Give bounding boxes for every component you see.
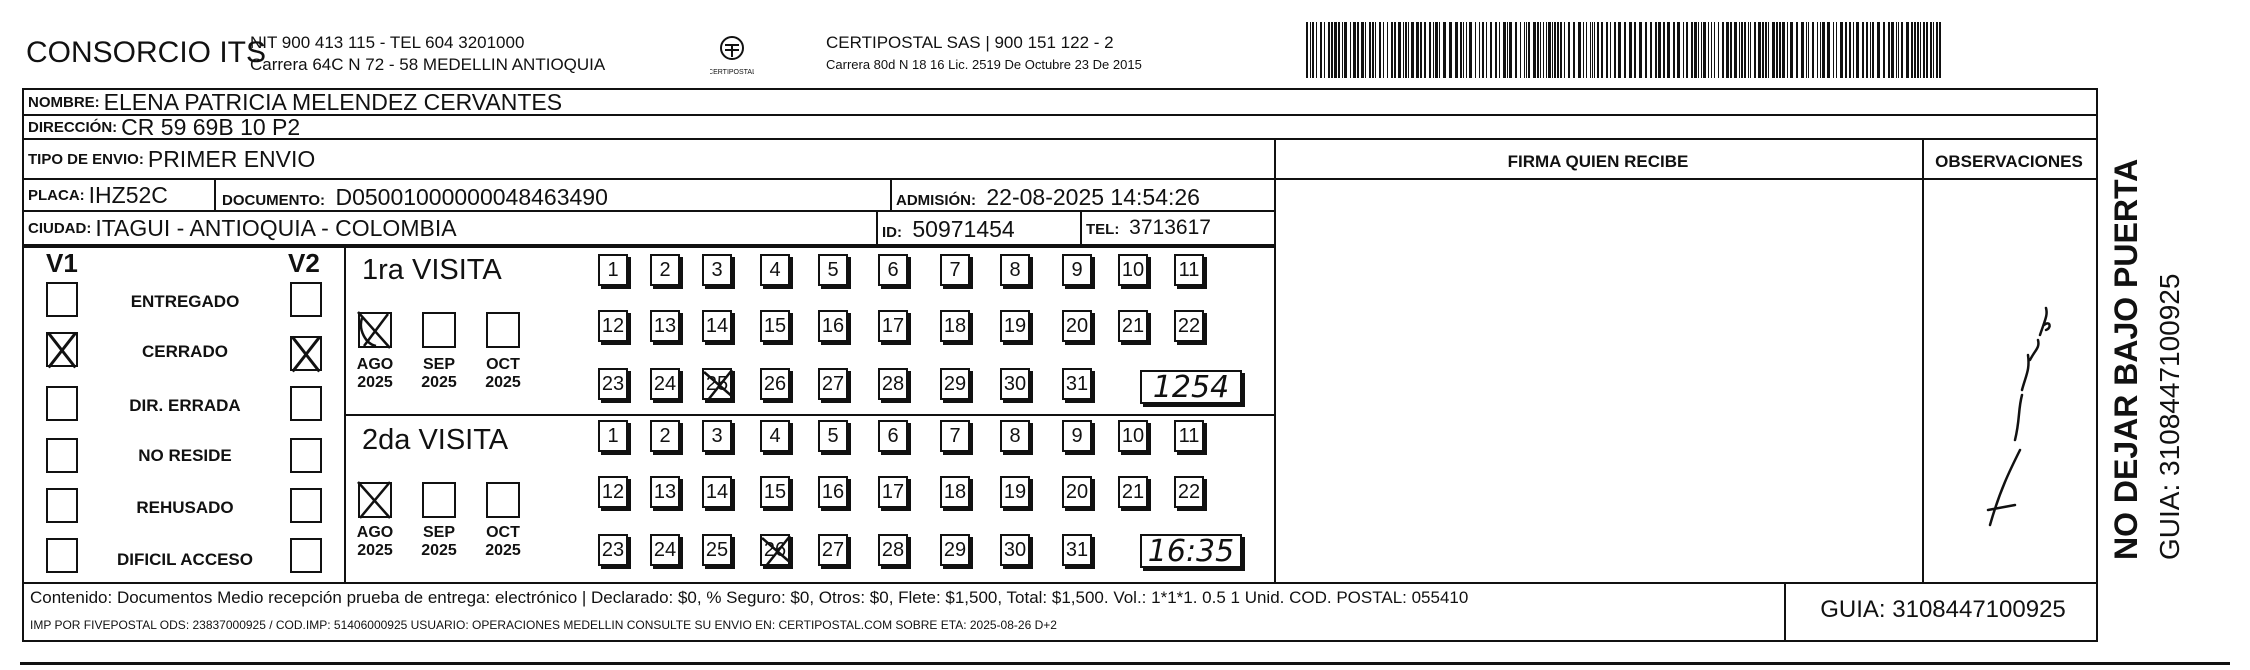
visit-1-day-26[interactable]: 26 <box>760 368 790 400</box>
visit-2-month-sep[interactable] <box>422 482 456 518</box>
v2-checkbox-entregado[interactable] <box>290 282 322 317</box>
visit-1-day-10[interactable]: 10 <box>1118 254 1148 286</box>
visit-1-day-29[interactable]: 29 <box>940 368 970 400</box>
status-rehusado: REHUSADO <box>136 498 234 517</box>
tel-value: 3713617 <box>1129 216 1211 239</box>
visit-2-day-27[interactable]: 27 <box>818 534 848 566</box>
visit-1-day-18[interactable]: 18 <box>940 310 970 342</box>
visit-2-day-7[interactable]: 7 <box>940 420 970 452</box>
visit-1-day-23[interactable]: 23 <box>598 368 628 400</box>
visit-1-day-25[interactable]: 25 <box>702 368 732 400</box>
visit-1-month-sep-label: SEP 2025 <box>421 356 457 391</box>
v1-checkbox-cerrado[interactable] <box>46 332 78 367</box>
visit-1-day-9[interactable]: 9 <box>1062 254 1092 286</box>
v2-checkbox-no-reside[interactable] <box>290 438 322 473</box>
visit-1-day-24[interactable]: 24 <box>650 368 680 400</box>
visit-2-day-20[interactable]: 20 <box>1062 476 1092 508</box>
ciudad-label: CIUDAD: <box>28 219 92 237</box>
visit-1-day-13[interactable]: 13 <box>650 310 680 342</box>
visit-2-day-21[interactable]: 21 <box>1118 476 1148 508</box>
visit-2-title: 2da VISITA <box>362 424 509 456</box>
id-label: ID: <box>882 224 902 241</box>
v2-checkbox-rehusado[interactable] <box>290 488 322 523</box>
v1-checkbox-no-reside[interactable] <box>46 438 78 473</box>
visit-1-day-8[interactable]: 8 <box>1000 254 1030 286</box>
visit-2-day-6[interactable]: 6 <box>878 420 908 452</box>
visit-1-day-30[interactable]: 30 <box>1000 368 1030 400</box>
signature-image <box>1960 300 2060 530</box>
visit-1-month-sep[interactable] <box>422 312 456 348</box>
visit-2-day-13[interactable]: 13 <box>650 476 680 508</box>
visit-2-day-16[interactable]: 16 <box>818 476 848 508</box>
visit-2-day-19[interactable]: 19 <box>1000 476 1030 508</box>
v1-checkbox-entregado[interactable] <box>46 282 78 317</box>
visit-2-day-3[interactable]: 3 <box>702 420 732 452</box>
visit-2-day-15[interactable]: 15 <box>760 476 790 508</box>
visit-1-day-2[interactable]: 2 <box>650 254 680 286</box>
documento-field <box>222 184 608 211</box>
visit-2-day-1[interactable]: 1 <box>598 420 628 452</box>
certipostal-address: Carrera 80d N 18 16 Lic. 2519 De Octubre 23 De 2015 <box>826 57 1142 72</box>
visit-1-day-1[interactable]: 1 <box>598 254 628 286</box>
visit-2-day-4[interactable]: 4 <box>760 420 790 452</box>
visit-2-day-18[interactable]: 18 <box>940 476 970 508</box>
documento-value: D05001000000048463490 <box>335 184 608 210</box>
visit-1-day-4[interactable]: 4 <box>760 254 790 286</box>
status-no-reside: NO RESIDE <box>138 446 232 465</box>
visit-2-day-23[interactable]: 23 <box>598 534 628 566</box>
direccion-label: DIRECCIÓN: <box>28 118 118 136</box>
status-dir-errada: DIR. ERRADA <box>129 396 241 415</box>
direccion-value: CR 59 69B 10 P2 <box>121 113 301 140</box>
visit-2-handwritten-time: 16:35 <box>1140 534 1242 568</box>
visit-1-day-5[interactable]: 5 <box>818 254 848 286</box>
visit-1-day-21[interactable]: 21 <box>1118 310 1148 342</box>
visit-1-handwritten-code: 1254 <box>1140 370 1242 404</box>
visit-2-day-14[interactable]: 14 <box>702 476 732 508</box>
visit-2-day-22[interactable]: 22 <box>1174 476 1204 508</box>
visit-1-day-12[interactable]: 12 <box>598 310 628 342</box>
visit-2-day-12[interactable]: 12 <box>598 476 628 508</box>
ciudad-value: ITAGUI - ANTIOQUIA - COLOMBIA <box>95 214 457 241</box>
visit-2-day-2[interactable]: 2 <box>650 420 680 452</box>
v2-checkbox-dificil-acceso[interactable] <box>290 538 322 573</box>
visit-1-day-14[interactable]: 14 <box>702 310 732 342</box>
visit-2-day-29[interactable]: 29 <box>940 534 970 566</box>
visit-1-day-19[interactable]: 19 <box>1000 310 1030 342</box>
side-no-dejar: NO DEJAR BAJO PUERTA <box>2108 158 2144 560</box>
visit-2-day-9[interactable]: 9 <box>1062 420 1092 452</box>
visit-2-day-26[interactable]: 26 <box>760 534 790 566</box>
visit-2-day-31[interactable]: 31 <box>1062 534 1092 566</box>
visit-2-day-17[interactable]: 17 <box>878 476 908 508</box>
visit-1-day-3[interactable]: 3 <box>702 254 732 286</box>
id-value: 50971454 <box>912 216 1015 242</box>
visit-2-month-ago-label: AGO 2025 <box>356 524 394 559</box>
visit-1-day-7[interactable]: 7 <box>940 254 970 286</box>
visit-1-month-oct[interactable] <box>486 312 520 348</box>
tel-field <box>1086 216 1211 240</box>
company-address: Carrera 64C N 72 - 58 MEDELLIN ANTIOQUIA <box>250 55 606 74</box>
admision-field <box>896 184 1200 211</box>
side-guia: GUIA: 3108447100925 <box>2154 273 2185 560</box>
certipostal-logo <box>710 32 754 81</box>
visit-2-month-oct[interactable] <box>486 482 520 518</box>
visit-2-day-30[interactable]: 30 <box>1000 534 1030 566</box>
status-entregado: ENTREGADO <box>130 292 240 311</box>
tipo-row <box>24 140 1274 180</box>
svg-text:CERTIPOSTAL: CERTIPOSTAL <box>710 69 754 76</box>
v1-checkbox-rehusado[interactable] <box>46 488 78 523</box>
visit-1-day-28[interactable]: 28 <box>878 368 908 400</box>
visit-1-title: 1ra VISITA <box>362 254 502 286</box>
company-name: CONSORCIO ITS <box>26 36 267 69</box>
v2-checkbox-cerrado[interactable] <box>290 336 322 371</box>
visit-1-day-6[interactable]: 6 <box>878 254 908 286</box>
visit-1-day-27[interactable]: 27 <box>818 368 848 400</box>
tipo-label: TIPO DE ENVIO: <box>28 150 144 168</box>
visit-1-day-22[interactable]: 22 <box>1174 310 1204 342</box>
certipostal-name: CERTIPOSTAL SAS | 900 151 122 - 2 <box>826 33 1114 52</box>
visit-2-day-25[interactable]: 25 <box>702 534 732 566</box>
visit-1-day-20[interactable]: 20 <box>1062 310 1092 342</box>
v1-checkbox-dir-errada[interactable] <box>46 386 78 421</box>
tel-label: TEL: <box>1086 221 1120 238</box>
visit-2-month-ago[interactable] <box>358 482 392 518</box>
footer-contenido: Contenido: Documentos Medio recepción prueba de entrega: electrónico | Declarado: $0, % Seguro: $0, Otros: $0, Flete: $1,500, Total: $1,500. Vol.: 1*1*1. 0.5 1 Unid. COD. POSTAL: 055410 <box>30 588 1469 607</box>
v1-checkbox-dificil-acceso[interactable] <box>46 538 78 573</box>
placa-value: IHZ52C <box>88 181 168 208</box>
direccion-row <box>24 113 2096 140</box>
v1-label: V1 <box>46 248 78 278</box>
observaciones-header: OBSERVACIONES <box>1935 152 2083 171</box>
nombre-row <box>24 90 2096 116</box>
status-dificil-acceso: DIFICIL ACCESO <box>116 550 253 569</box>
admision-label: ADMISIÓN: <box>896 192 976 209</box>
status-cerrado: CERRADO <box>142 342 228 361</box>
visit-2-month-sep-label: SEP 2025 <box>421 524 457 559</box>
nombre-label: NOMBRE: <box>28 93 100 111</box>
v2-checkbox-dir-errada[interactable] <box>290 386 322 421</box>
visit-1-month-ago[interactable] <box>358 312 392 348</box>
visit-2-day-11[interactable]: 11 <box>1174 420 1204 452</box>
visit-1-day-17[interactable]: 17 <box>878 310 908 342</box>
visit-2-day-8[interactable]: 8 <box>1000 420 1030 452</box>
visit-1-day-16[interactable]: 16 <box>818 310 848 342</box>
visit-2-day-28[interactable]: 28 <box>878 534 908 566</box>
nombre-value: ELENA PATRICIA MELENDEZ CERVANTES <box>103 88 563 115</box>
company-nit: NIT 900 413 115 - TEL 604 3201000 <box>250 33 525 52</box>
footer-guia: GUIA: 3108447100925 <box>1820 596 2066 623</box>
visit-1-day-31[interactable]: 31 <box>1062 368 1092 400</box>
documento-label: DOCUMENTO: <box>222 192 326 209</box>
tipo-value: PRIMER ENVIO <box>147 145 316 172</box>
v2-label: V2 <box>288 248 320 278</box>
visit-1-month-ago-label: AGO 2025 <box>356 356 394 391</box>
footer-imp: IMP POR FIVEPOSTAL ODS: 23837000925 / COD.IMP: 51406000925 USUARIO: OPERACIONES MEDELLIN CONSULTE SU ENVIO EN: CERTIPOSTAL.COM SOBRE ETA: 2025-08-26 D+2 <box>30 618 1057 632</box>
visit-1-day-15[interactable]: 15 <box>760 310 790 342</box>
firma-header: FIRMA QUIEN RECIBE <box>1507 152 1689 171</box>
admision-value: 22-08-2025 14:54:26 <box>986 184 1200 210</box>
visit-2-month-oct-label: OCT 2025 <box>485 524 521 559</box>
visit-2-day-24[interactable]: 24 <box>650 534 680 566</box>
barcode <box>1306 22 1942 78</box>
visit-2-day-5[interactable]: 5 <box>818 420 848 452</box>
id-field <box>882 216 1015 243</box>
placa-label: PLACA: <box>28 186 85 204</box>
visit-2-day-10[interactable]: 10 <box>1118 420 1148 452</box>
visit-1-month-oct-label: OCT 2025 <box>485 356 521 391</box>
visit-1-day-11[interactable]: 11 <box>1174 254 1204 286</box>
